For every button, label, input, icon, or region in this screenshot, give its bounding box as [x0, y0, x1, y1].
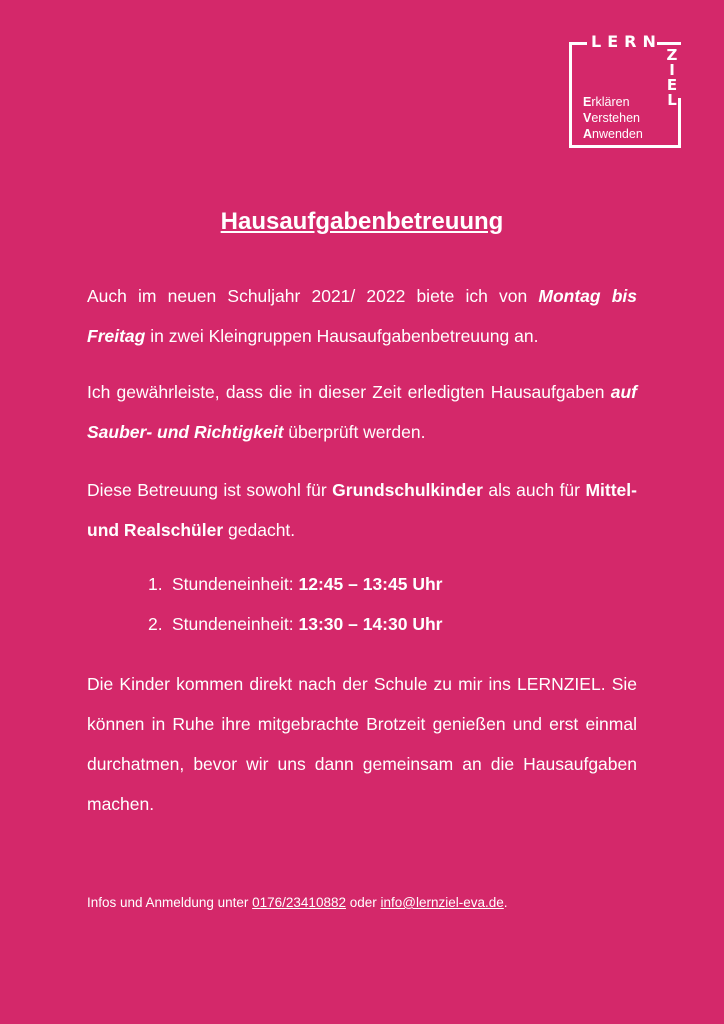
emphasis-days: Montag bis Freitag	[87, 286, 637, 346]
tagline-initial: A	[583, 127, 593, 141]
lernziel-logo	[569, 28, 685, 148]
tagline-line	[583, 110, 643, 126]
audience-paragraph	[87, 470, 637, 550]
phone-link[interactable]: 0176/23410882	[252, 895, 346, 910]
logo-word: LERN	[591, 32, 662, 51]
closing-paragraph: Die Kinder kommen direkt nach der Schule zu mir ins LERNZIEL. Sie können in Ruhe ihre mitgebrachte Brotzeit genießen und erst einmal durchatmen, bevor wir uns dann gemeinsam an die Hausaufgaben machen.	[87, 674, 637, 814]
list-time: 12:45 – 13:45 Uhr	[298, 574, 443, 594]
intro-paragraph	[87, 276, 637, 356]
list-number: 1.	[148, 574, 163, 594]
logo-side-letters	[663, 48, 681, 108]
logo-letter: E	[666, 76, 678, 94]
text: Auch im neuen Schuljahr 2021/ 2022 biete ich von	[87, 286, 539, 306]
logo-frame	[569, 145, 681, 148]
text: überprüft werden.	[283, 422, 426, 442]
text: Ich gewährleiste, dass die in dieser Zeit erledigten Hausaufgaben	[87, 382, 611, 402]
text: oder	[345, 895, 381, 910]
email-link[interactable]: info@lernziel-eva.de	[380, 895, 504, 910]
logo-frame	[569, 42, 572, 148]
text: in zwei Kleingruppen Hausaufgabenbetreuung an.	[145, 326, 539, 346]
text: .	[503, 895, 508, 910]
contact-footer	[87, 893, 647, 913]
logo-letter: L	[667, 91, 677, 109]
tagline-rest: erstehen	[591, 111, 640, 125]
guarantee-paragraph	[87, 372, 637, 452]
tagline-rest: nwenden	[592, 127, 643, 141]
page-title: Hausaufgabenbetreuung	[220, 208, 504, 235]
emphasis-mittelschule: Mittel- und Realschüler	[87, 480, 637, 540]
text: als auch für	[482, 480, 586, 500]
text: gedacht.	[223, 520, 296, 540]
emphasis-grundschule: Grundschulkinder	[332, 480, 483, 500]
text: Diese Betreuung ist sowohl für	[87, 480, 333, 500]
schedule-list	[148, 564, 442, 644]
emphasis-check: auf Sauber- und Richtigkeit	[87, 382, 637, 442]
list-number: 2.	[148, 614, 163, 634]
list-label: Stundeneinheit:	[172, 614, 299, 634]
logo-letter: Z	[666, 46, 678, 64]
list-item	[148, 604, 442, 644]
text: Infos und Anmeldung unter	[87, 895, 253, 910]
tagline-line	[583, 94, 643, 110]
logo-letter: I	[669, 61, 675, 79]
tagline-initial: V	[583, 111, 592, 125]
tagline-rest: rklären	[591, 95, 630, 109]
list-item	[148, 564, 442, 604]
list-time: 13:30 – 14:30 Uhr	[298, 614, 443, 634]
logo-frame	[569, 42, 587, 45]
list-label: Stundeneinheit:	[172, 574, 299, 594]
tagline-initial: E	[583, 95, 592, 109]
tagline-line	[583, 126, 643, 142]
logo-tagline	[583, 94, 643, 142]
